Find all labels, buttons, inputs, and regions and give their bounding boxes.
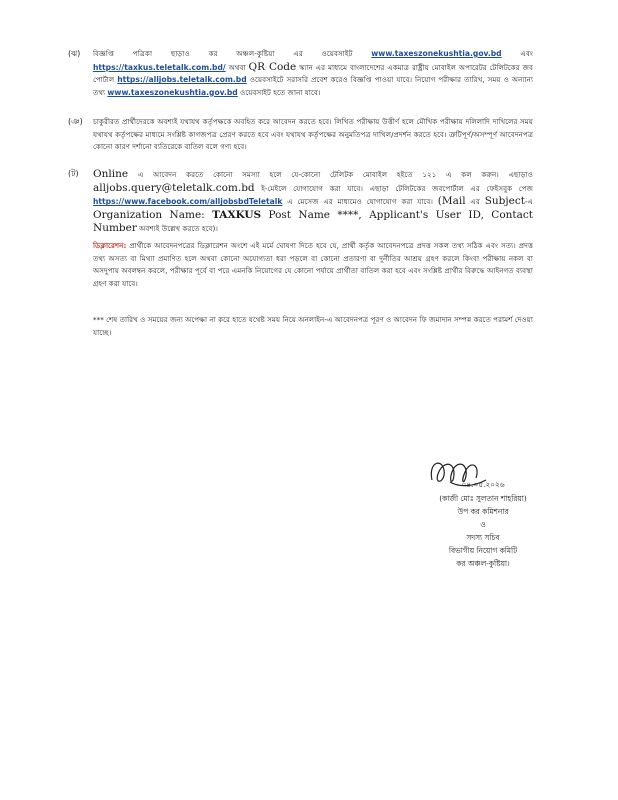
text-run: Subject	[484, 195, 525, 208]
text-run: -এ	[524, 197, 533, 207]
declaration-body	[93, 240, 533, 290]
text-run: QR Code	[248, 60, 297, 73]
advice-body	[93, 314, 533, 339]
text-run: এ মেসেজ এর মাধ্যমেও যোগাযোগ করা যাবে।	[282, 197, 438, 207]
text-run: Post Name ****, Applicant's User ID, Contact Number	[93, 208, 533, 235]
text-run: স্ক্যান এর মাধ্যমে বাংলাদেশের একমাত্র রাষ্ট্রীয় মোবাইল অপারেটর টেলিটকের জব পোর্টাল	[93, 62, 533, 85]
text-run: TAXKUS	[212, 208, 262, 221]
text-run: Organization Name:	[93, 208, 213, 221]
signatory-role: সদস্য সচিব	[466, 533, 500, 542]
text-run: ওয়েবসাইট হতে জানা যাবে।	[237, 87, 321, 97]
url-link[interactable]: www.taxeszonekushtia.gov.bd	[107, 87, 238, 97]
signatory-committee: বিভাগীয় নিয়োগ কমিটি	[448, 546, 518, 555]
text-run: *** শেষ তারিখ ও সময়ের জন্য অপেক্ষা না করে হাতে যথেষ্ট সময় নিয়ে অনলাইন-এ আবেদনপত্র পূরণ ও আবেদন ফি জমাদান সম্পন্ন করতে পরামর্শ দেওয়া যাচ্ছে।	[93, 315, 533, 337]
text-run: (Mail	[437, 195, 466, 208]
clause-marker: (ট)	[68, 169, 79, 178]
text-run: বিজ্ঞপ্তি পত্রিকা ছাড়াও কর অঞ্চল-কুষ্টিয়া এর ওয়েবসাইট	[93, 49, 372, 58]
text-run: এ আবেদন করতে কোনো সমস্যা হলে যে-কোনো টেলিটক মোবাইল হইতে ১২১ এ কল করুন। এছাড়াও	[128, 170, 533, 179]
url-link[interactable]: https://www.facebook.com/alljobsbdTeletalk	[93, 197, 283, 207]
text-run: অথবা	[225, 62, 249, 72]
text-run: ই-মেইলে যোগাযোগ করা যাবে। এছাড়া টেলিটকের জবপোর্টাল এর ফেইসবুক পেজ	[254, 183, 533, 193]
clause-body	[93, 168, 533, 236]
text-run: ওয়েবসাইটে সরাসরি প্রবেশ করেও বিজ্ঞপ্তি পাওয়া যাবে। নিয়োগ পরীক্ষার তারিখ, সময় ও অন্যান্য তথ্য	[93, 75, 533, 97]
signature-date: ০৪.০৫.২০২৬	[461, 480, 505, 489]
text-run: এবং	[501, 49, 533, 58]
text-run: প্রার্থীকে আবেদনপত্রের ডিক্লারেশন অংশে এই মর্মে ঘোষণা দিতে হবে যে, প্রার্থী কর্তৃক আবেদনপত্রে প্রদত্ত সকল তথ্য সঠিক এবং সত্য। প্রদত্ত তথ্য অসত্য বা মিথ্যা প্রমাণিত হলে অথবা কোনো অযোগ্যতা ধরা পড়লে বা কোনো প্রতারণা বা দুর্নীতির আশ্রয় গ্রহণ করলে কিংবা পরীক্ষায় নকল বা অসদুপায় অবলম্বন করলে, পরীক্ষার পূর্বে বা পরে এমনকি নিয়োগের যে কোনো পর্যায়ে প্রার্থীতা বাতিল করা হবে এবং সংশ্লিষ্ট প্রার্থীর বিরুদ্ধে আইনগত ব্যবস্থা গ্রহণ করা যাবে।	[93, 241, 533, 288]
url-link[interactable]: https://taxkus.teletalk.com.bd/	[93, 62, 226, 72]
signatory-name: (কাজী মোঃ সুলতান শাহরিয়া)	[439, 494, 527, 503]
clause-marker: (ঞ)	[68, 117, 83, 126]
url-link[interactable]: https://alljobs.teletalk.com.bd	[117, 75, 247, 85]
text-run: ডিক্লারেশন:	[93, 241, 127, 250]
text-run: Online	[93, 168, 129, 180]
signatory-designation: উপ কর কমিশনার	[457, 507, 509, 516]
text-run: alljobs.query@teletalk.com.bd	[93, 181, 255, 194]
clause-body	[93, 48, 533, 99]
text-run: চাকুরীরত প্রার্থীদেরকে অবশ্যই যথাযথ কর্তৃপক্ষকে অবহিত করে আবেদন করতে হবে। লিখিত পরীক্ষায় উত্তীর্ণ হলে মৌখিক পরীক্ষায় দলিলাদি দাখিলের সময় যথাযথ কর্তৃপক্ষের মাধ্যমে সংশ্লিষ্ট কাগজপত্র প্রেরণ করতে হবে এবং যথাযথ কর্তৃপক্ষের অনুমতিপত্র দাখিল/প্রদর্শন করতে হবে। ত্রুটিপূর্ণ/অসম্পূর্ণ আবেদনপত্র কোনো কারণ দর্শানো ব্যতিরেকে বাতিল বলে গণ্য হবে।	[93, 117, 533, 152]
signatory-office: কর অঞ্চল-কুষ্টিয়া।	[456, 559, 510, 568]
signatory-conjunction: ও	[480, 520, 486, 529]
clause-body	[93, 116, 533, 154]
clause-marker: (ঝ)	[68, 49, 81, 58]
text-run: এর	[465, 197, 485, 207]
text-run: অবশ্যই উল্লেখ করতে হবে)।	[136, 224, 218, 234]
url-link[interactable]: www.taxeszonekushtia.gov.bd	[371, 49, 502, 58]
